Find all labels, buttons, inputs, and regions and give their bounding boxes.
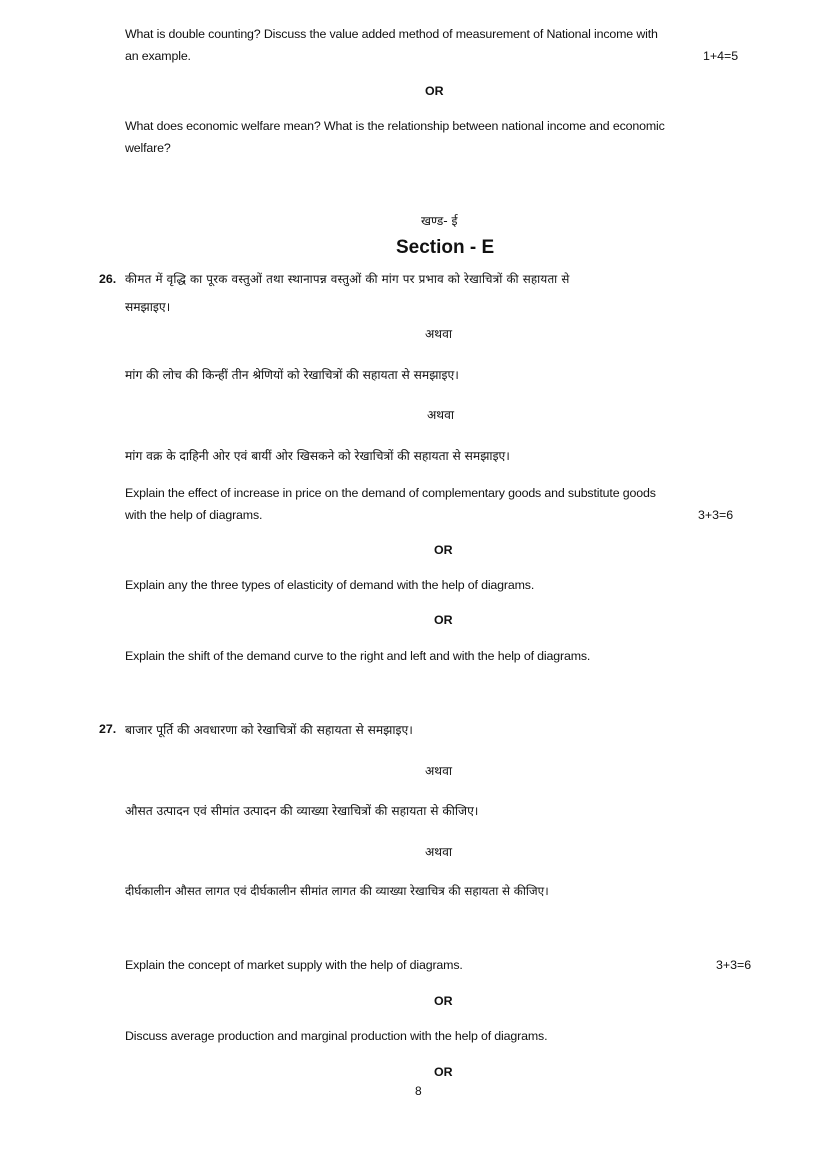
q27-or-2: OR [434,1065,453,1079]
q26-english-alt1: Explain any the three types of elasticity of demand with the help of diagrams. [125,578,535,592]
q27-or-1: OR [434,994,453,1008]
q25-or-separator: OR [425,84,444,98]
q26-hindi-question-line2: समझाइए। [125,300,171,314]
q27-number: 27. [99,722,117,736]
q26-number: 26. [99,272,117,286]
q26-marks: 3+3=6 [698,508,734,522]
q26-hindi-alt2: मांग वक्र के दाहिनी ओर एवं बायीं ओर खिसकने को रेखाचित्रों की सहायता से समझाइए। [125,449,510,463]
section-title: Section - E [396,237,495,258]
q27-marks: 3+3=6 [716,958,752,972]
q27-hindi-alt1: औसत उत्पादन एवं सीमांत उत्पादन की व्याख्या रेखाचित्रों की सहायता से कीजिए। [125,804,479,818]
q27-hindi-alt2: दीर्घकालीन औसत लागत एवं दीर्घकालीन सीमांत लागत की व्याख्या रेखाचित्र की सहायता से कीजिए। [125,884,549,898]
page-number: 8 [415,1084,422,1098]
q26-or-2: OR [434,613,453,627]
q27-hindi-or-2: अथवा [425,845,453,859]
q26-hindi-question-line1: कीमत में वृद्धि का पूरक वस्तुओं तथा स्थानापन्न वस्तुओं की मांग पर प्रभाव को रेखाचित्रों की सहायता से [125,272,570,286]
q26-hindi-or-1: अथवा [425,327,453,341]
q25-marks: 1+4=5 [703,49,739,63]
q26-hindi-or-2: अथवा [427,408,455,422]
q25-alt-line1: What does economic welfare mean? What is the relationship between national income and economic [125,119,665,133]
q27-english-alt1: Discuss average production and marginal production with the help of diagrams. [125,1029,548,1043]
q25-text-line1: What is double counting? Discuss the value added method of measurement of National income with [125,27,658,41]
q26-hindi-alt1: मांग की लोच की किन्हीं तीन श्रेणियों को रेखाचित्रों की सहायता से समझाइए। [125,368,459,382]
q27-hindi-question: बाजार पूर्ति की अवधारणा को रेखाचित्रों की सहायता से समझाइए। [125,723,413,737]
q26-english-question-line1: Explain the effect of increase in price on the demand of complementary goods and substitute goods [125,486,656,500]
section-hindi-heading: खण्ड- ई [421,214,458,228]
q26-or-1: OR [434,543,453,557]
q25-text-line2: an example. [125,49,191,63]
q27-english-question: Explain the concept of market supply with the help of diagrams. [125,958,463,972]
q27-hindi-or-1: अथवा [425,764,453,778]
q26-english-question-line2: with the help of diagrams. [125,508,263,522]
q25-alt-line2: welfare? [125,141,171,155]
q26-english-alt2: Explain the shift of the demand curve to the right and left and with the help of diagrams. [125,649,591,663]
